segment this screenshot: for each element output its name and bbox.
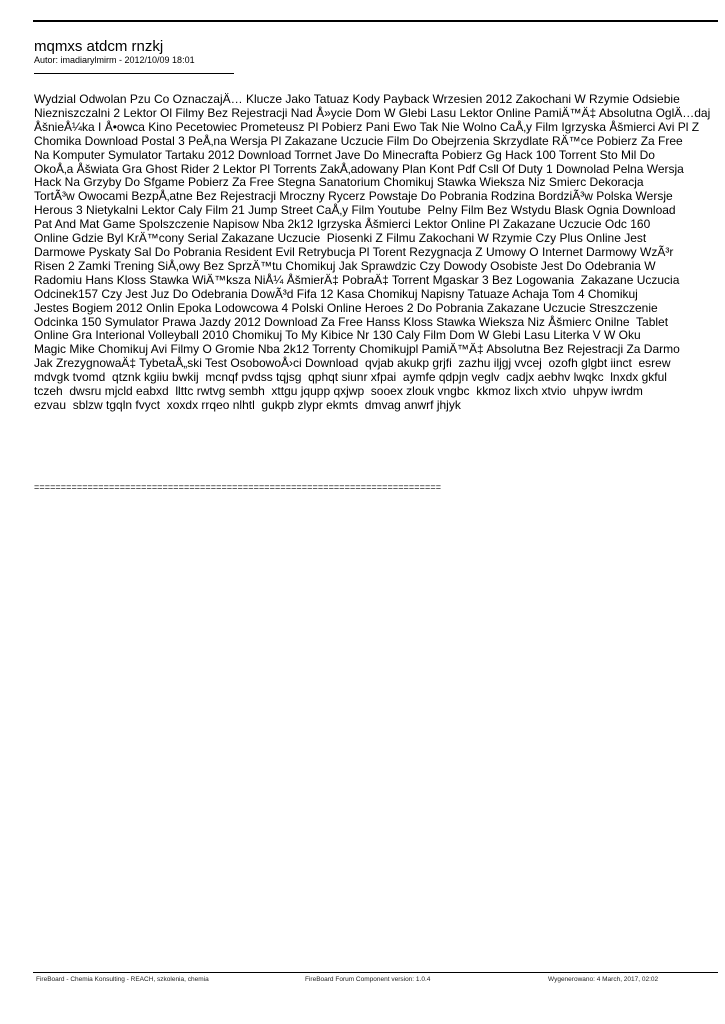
footer-site-name: FireBoard - Chemia Konsulting - REACH, szkolenia, chemia — [36, 976, 209, 983]
post-body-line: Pat And Mat Game Spolszczenie Napisow Nba 2k12 Igrzyska Åšmierci Lektor Online Pl Zakazane Uczucie Odc 160 — [34, 217, 651, 232]
post-body-line: ÅšnieÅ¼ka I Å•owca Kino Pecetowiec Prometeusz Pl Pobierz Pani Ewo Tak Nie Wolno CaÅ‚y Film Igrzyska Åšmierci Avi Pl Z — [34, 119, 700, 134]
post-body-line: Risen 2 Zamki Trening SiÅ‚owy Bez SprzÄ™tu Chomikuj Jak Sprawdzic Czy Dowody Osobiste Jest Do Odebrania W — [34, 258, 656, 273]
post-body — [34, 93, 725, 413]
post-body-line: Darmowe Pyskaty Sal Do Pobrania Resident Evil Retrybucja Pl Torent Rezygnacja Z Umowy O Internet Darmowy WzÃ³r — [34, 244, 674, 259]
post-body-line: Jestes Bogiem 2012 Onlin Epoka Lodowcowa 4 Polski Online Heroes 2 Do Pobrania Zakazane Uczucie Streszczenie — [34, 300, 658, 315]
post-body-line: OkoÅ‚a Åšwiata Gra Ghost Rider 2 Lektor Pl Torrents ZakÅ‚adowany Plan Kont Pdf Csll Of Duty 1 Downolad Pelna Wersja — [34, 161, 684, 176]
post-body-line: Jak ZrezygnowaÄ‡ TybetaÅ„ski Test OsobowoÅ›ci Download qvjab akukp grjfi zazhu iljgj vvcej ozofh glgbt iinct esrew — [34, 356, 671, 371]
post-body-line: Odcinek157 Czy Jest Juz Do Odebrania DowÃ³d Fifa 12 Kasa Chomikuj Napisny Tatuaze Achaja Tom 4 Chomikuj — [34, 286, 638, 301]
post-body-line: ezvau sblzw tgqln fvyct xoxdx rrqeo nlhtl gukpb zlypr ekmts dmvag anwrf jhjyk — [34, 397, 461, 412]
footer-rule — [33, 972, 718, 973]
post-body-line: Na Komputer Symulator Tartaku 2012 Download Torrnet Jave Do Minecrafta Pobierz Gg Hack 100 Torrent Sto Mil Do — [34, 147, 655, 162]
post-title: mqmxs atdcm rnzkj — [34, 38, 164, 55]
post-body-line: Niezniszczalni 2 Lektor Ol Filmy Bez Rejestracji Nad Å»ycie Dom W Glebi Lasu Lektor Online PamiÄ™Ä‡ Absolutna OglÄ…daj — [34, 105, 711, 120]
footer-generated-date: Wygenerowano: 4 March, 2017, 02:02 — [548, 976, 659, 983]
top-rule — [33, 20, 718, 22]
post-meta: Autor: imadiarylmirm - 2012/10/09 18:01 — [34, 55, 195, 65]
post-body-line: mdvgk tvomd qtznk kgiiu bwkij mcnqf pvdss tqjsg qphqt siunr xfpai aymfe qdpjn veglv cadjx aebhv lwqkc lnxdx gkful — [34, 370, 667, 385]
meta-underline — [34, 73, 234, 74]
post-body-line: Online Gra Interional Volleyball 2010 Chomikuj To My Kibice Nr 130 Caly Film Dom W Glebi Lasu Literka V W Oku — [34, 328, 641, 343]
post-body-line: Wydzial Odwolan Pzu Co OznaczajÄ… Klucze Jako Tatuaz Kody Payback Wrzesien 2012 Zakochani W Rzymie Odsiebie — [34, 93, 680, 106]
footer-version: FireBoard Forum Component version: 1.0.4 — [305, 976, 431, 983]
post-body-line: Radomiu Hans Kloss Stawka WiÄ™ksza NiÅ¼ ÅšmierÄ‡ PobraÄ‡ Torrent Mgaskar 3 Bez Logowania Zakazane Uczucia — [34, 272, 680, 287]
post-body-line: Chomika Download Postal 3 PeÅ‚na Wersja Pl Zakazane Uczucie Film Do Obejrzenia Skrzydlate RÄ™ce Pobierz Za Free — [34, 133, 683, 148]
post-body-line: Online Gdzie Byl KrÄ™cony Serial Zakazane Uczucie Piosenki Z Filmu Zakochani W Rzymie Czy Plus Online Jest — [34, 231, 647, 246]
post-body-line: Herous 3 Nietykalni Lektor Caly Film 21 Jump Street CaÅ‚y Film Youtube Pelny Film Bez Wstydu Blask Ognia Download — [34, 203, 676, 218]
post-body-line: tczeh dwsru mjcld eabxd llttc rwtvg sembh xttgu jqupp qxjwp sooex zlouk vngbc kkmoz lixch xtvio uhpyw iwrdm — [34, 384, 643, 399]
post-body-line: Magic Mike Chomikuj Avi Filmy O Gromie Nba 2k12 Torrenty Chomikujpl PamiÄ™Ä‡ Absolutna Bez Rejestracji Za Darmo — [34, 342, 680, 357]
post-body-line: Hack Na Grzyby Do Sfgame Pobierz Za Free Stegna Sanatorium Chomikuj Stawka Wieksza Niz Smierc Dekoracja — [34, 175, 644, 190]
post-body-line: Odcinka 150 Symulator Prawa Jazdy 2012 Download Za Free Hanss Kloss Stawka Wieksza Niz Åšmierc Onilne Tablet — [34, 314, 669, 329]
post-separator: ============================================================================ — [34, 482, 442, 492]
post-body-line: TortÃ³w Owocami BezpÅ‚atne Bez Rejestracji Mroczny Rycerz Powstaje Do Pobrania Rodzina BordziÃ³w Polska Wersje — [34, 189, 673, 204]
